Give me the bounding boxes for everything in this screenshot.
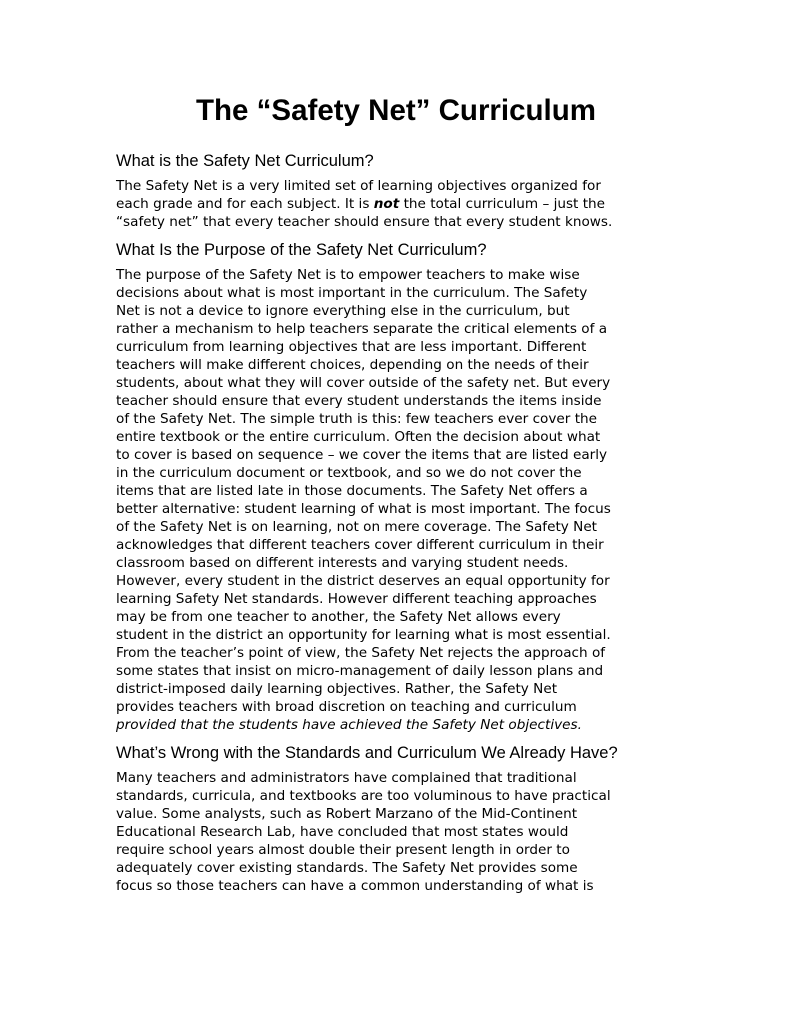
text-line: items that are listed late in those documents. The Safety Net offers a: [116, 483, 588, 499]
text-line: adequately cover existing standards. The Safety Net provides some: [116, 860, 578, 876]
text-line-italic: provided that the students have achieved the Safety Net objectives.: [116, 717, 582, 733]
text-line: Educational Research Lab, have concluded that most states would: [116, 824, 569, 840]
text-line: better alternative: student learning of what is most important. The focus: [116, 501, 611, 517]
text-line: rather a mechanism to help teachers separate the critical elements of a: [116, 321, 608, 337]
section-paragraph-whats-wrong: [116, 769, 676, 895]
text-line: of the Safety Net is on learning, not on mere coverage. The Safety Net: [116, 519, 598, 535]
text-line: require school years almost double their present length in order to: [116, 842, 570, 858]
text-line: From the teacher’s point of view, the Safety Net rejects the approach of: [116, 645, 606, 661]
text-line: entire textbook or the entire curriculum. Often the decision about what: [116, 429, 601, 445]
document-page: [116, 90, 676, 895]
text-line: The purpose of the Safety Net is to empower teachers to make wise: [116, 267, 580, 283]
document-title: The “Safety Net” Curriculum: [196, 94, 596, 127]
text-line: value. Some analysts, such as Robert Marzano of the Mid-Continent: [116, 806, 578, 822]
text-line: focus so those teachers can have a common understanding of what is: [116, 878, 594, 894]
text-line: in the curriculum document or textbook, and so we do not cover the: [116, 465, 582, 481]
text-line: “safety net” that every teacher should ensure that every student knows.: [116, 214, 613, 230]
text-line: teachers will make different choices, depending on the needs of their: [116, 357, 589, 373]
text-line: classroom based on different interests and varying student needs.: [116, 555, 569, 571]
text-line: students, about what they will cover outside of the safety net. But every: [116, 375, 611, 391]
text-line: to cover is based on sequence – we cover the items that are listed early: [116, 447, 608, 463]
text-line: Many teachers and administrators have complained that traditional: [116, 770, 577, 786]
text-line: of the Safety Net. The simple truth is this: few teachers ever cover the: [116, 411, 597, 427]
text-line: curriculum from learning objectives that are less important. Different: [116, 339, 587, 355]
text-line: standards, curricula, and textbooks are too voluminous to have practical: [116, 788, 611, 804]
section-paragraph-what-is: [116, 177, 676, 231]
text-line: may be from one teacher to another, the Safety Net allows every: [116, 609, 561, 625]
text-line: [116, 195, 676, 213]
text-line: The Safety Net is a very limited set of learning objectives organized for: [116, 178, 601, 194]
text-line: decisions about what is most important in the curriculum. The Safety: [116, 285, 588, 301]
section-heading-what-is: What is the Safety Net Curriculum?: [116, 152, 374, 170]
text-line: student in the district an opportunity for learning what is most essential.: [116, 627, 611, 643]
text-span: the total curriculum – just the: [399, 196, 606, 212]
text-line: provides teachers with broad discretion on teaching and curriculum: [116, 699, 577, 715]
text-line: learning Safety Net standards. However different teaching approaches: [116, 591, 597, 607]
text-line: However, every student in the district deserves an equal opportunity for: [116, 573, 610, 589]
text-line: acknowledges that different teachers cover different curriculum in their: [116, 537, 604, 553]
text-line: teacher should ensure that every student understands the items inside: [116, 393, 602, 409]
emphasis-not: not: [373, 196, 400, 212]
text-line: Net is not a device to ignore everything else in the curriculum, but: [116, 303, 570, 319]
text-span: each grade and for each subject. It is: [116, 196, 374, 212]
section-heading-purpose: What Is the Purpose of the Safety Net Curriculum?: [116, 241, 487, 259]
section-heading-whats-wrong: What’s Wrong with the Standards and Curriculum We Already Have?: [116, 744, 618, 762]
text-line: some states that insist on micro-management of daily lesson plans and: [116, 663, 604, 679]
section-paragraph-purpose: [116, 266, 676, 734]
text-line: district-imposed daily learning objectives. Rather, the Safety Net: [116, 681, 558, 697]
